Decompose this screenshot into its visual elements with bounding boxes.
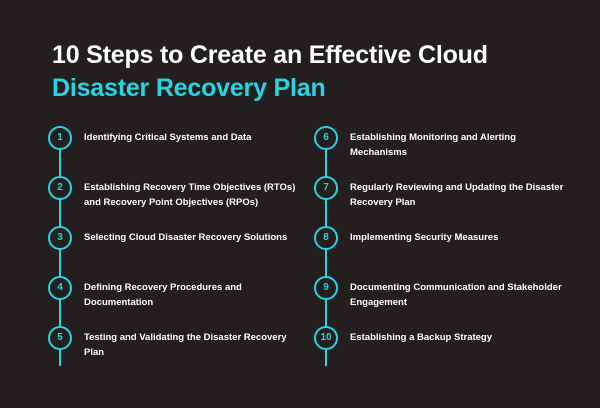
step-label: Selecting Cloud Disaster Recovery Solutions bbox=[84, 232, 288, 243]
step-item bbox=[48, 176, 302, 210]
step-label: Documenting Communication and Stakeholder Engagement bbox=[350, 282, 562, 308]
step-number-badge: 8 bbox=[314, 226, 338, 250]
steps-columns bbox=[48, 126, 568, 376]
step-label: Defining Recovery Procedures and Documentation bbox=[84, 282, 242, 308]
step-number-badge: 4 bbox=[48, 276, 72, 300]
step-item bbox=[314, 176, 568, 210]
step-number-badge: 1 bbox=[48, 126, 72, 150]
step-number-badge: 5 bbox=[48, 326, 72, 350]
step-label: Regularly Reviewing and Updating the Disaster Recovery Plan bbox=[350, 182, 564, 208]
step-number-badge: 6 bbox=[314, 126, 338, 150]
step-label: Establishing a Backup Strategy bbox=[350, 332, 493, 343]
step-item bbox=[314, 326, 568, 350]
steps-column-right bbox=[314, 126, 568, 376]
step-item bbox=[314, 126, 568, 160]
step-number-badge: 2 bbox=[48, 176, 72, 200]
step-item bbox=[314, 276, 568, 310]
step-label: Establishing Recovery Time Objectives (RTOs) and Recovery Point Objectives (RPOs) bbox=[84, 182, 296, 208]
step-label: Identifying Critical Systems and Data bbox=[84, 132, 252, 143]
step-item bbox=[48, 226, 302, 250]
step-item bbox=[48, 326, 302, 360]
step-item bbox=[314, 226, 568, 250]
step-label: Implementing Security Measures bbox=[350, 232, 499, 243]
title-line-1: 10 Steps to Create an Effective Cloud bbox=[52, 41, 488, 69]
steps-column-left bbox=[48, 126, 302, 376]
step-number-badge: 10 bbox=[314, 326, 338, 350]
page-title bbox=[52, 40, 562, 103]
step-label: Testing and Validating the Disaster Recovery Plan bbox=[84, 332, 287, 358]
title-line-2: Disaster Recovery Plan bbox=[52, 74, 326, 102]
step-number-badge: 9 bbox=[314, 276, 338, 300]
step-number-badge: 3 bbox=[48, 226, 72, 250]
step-number-badge: 7 bbox=[314, 176, 338, 200]
step-item bbox=[48, 126, 302, 150]
step-label: Establishing Monitoring and Alerting Mechanisms bbox=[350, 132, 516, 158]
step-item bbox=[48, 276, 302, 310]
